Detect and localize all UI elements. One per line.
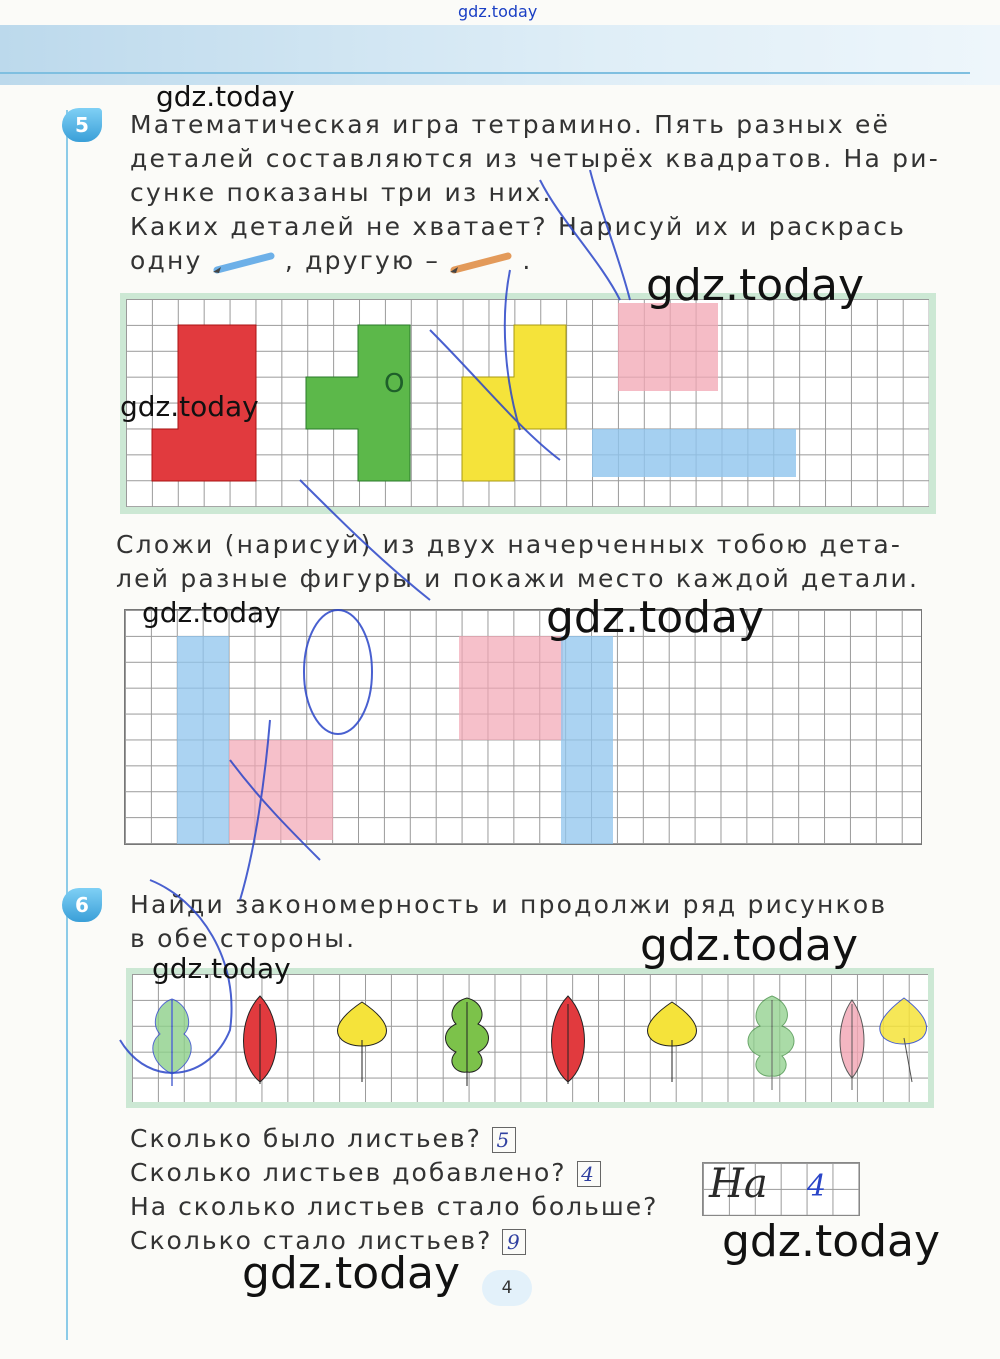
task5-line4: Каких деталей не хватает? Нарисуй их и раскрась [130,212,907,241]
watermark-4: gdz.today [142,596,281,629]
page-number: 4 [482,1270,532,1306]
question-2-text: Сколько листьев добавлено? [130,1158,567,1187]
watermark-8: gdz.today [722,1216,941,1267]
task5-line2: деталей составляются из четырёх квадратов. На ри- [130,144,940,173]
watermark-1: gdz.today [156,80,295,113]
task5-line3: сунке показаны три из них. [130,178,553,207]
answer-box-1[interactable]: 5 [492,1127,516,1153]
task5-sub2: лей разные фигуры и покажи место каждой детали. [116,564,920,593]
task5-sub1: Сложи (нарисуй) из двух начерченных тобою дета- [116,530,903,559]
task6-line1: Найди закономерность и продолжи ряд рисунков [130,890,888,919]
question-4-text: Сколько стало листьев? [130,1226,493,1255]
watermark-top: gdz.today [458,2,538,21]
task-number-badge-5: 5 [62,108,102,142]
task5-line5-middle: , другую – [284,246,441,275]
watermark-6: gdz.today [640,920,859,971]
task-number-badge-6: 6 [62,888,102,922]
task5-line1: Математическая игра тетрамино. Пять разных её [130,110,891,139]
question-3-text: На сколько листьев стало больше? [130,1192,659,1221]
answer-box-2[interactable]: 4 [577,1161,601,1187]
watermark-9: gdz.today [242,1248,461,1299]
green-mark: О [384,369,405,399]
task5-line5-end: . [522,246,533,275]
watermark-2: gdz.today [646,260,865,311]
answer-3-number: 4 [807,1169,827,1204]
watermark-7: gdz.today [152,952,291,985]
watermark-5: gdz.today [546,592,765,643]
question-1-text: Сколько было листьев? [130,1124,482,1153]
watermark-3: gdz.today [120,390,259,423]
task6-line2: в обе стороны. [130,924,357,953]
answer-box-4[interactable]: 9 [502,1229,526,1255]
task5-line5-start: одну [130,246,203,275]
answer-3-word: На [709,1161,768,1207]
